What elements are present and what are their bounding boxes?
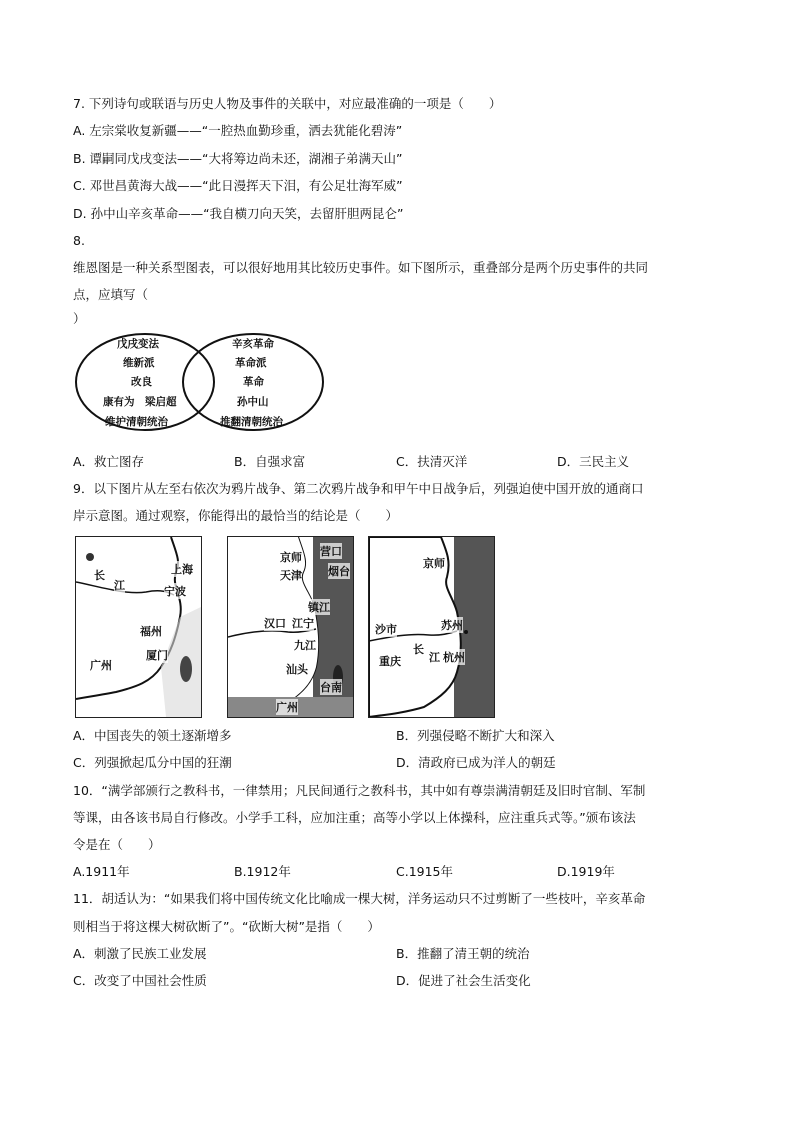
- venn-right-3: 革命: [243, 376, 264, 388]
- map1-label-xiamen: 厦门: [146, 649, 168, 662]
- q11-option-c: C．改变了中国社会性质: [73, 973, 207, 988]
- map2-label-tainan: 台南: [320, 681, 342, 694]
- map3-label-shashi: 沙市: [375, 623, 397, 636]
- q9-option-d: D．清政府已成为洋人的朝廷: [396, 755, 556, 770]
- q10-option-d: D.1919年: [557, 864, 615, 879]
- map2-label-yingkou: 营口: [320, 545, 342, 558]
- q11-stem-line1: 11．胡适认为：“如果我们将中国传统文化比喻成一棵大树，洋务运动只不过剪断了一些枝叶，辛亥革命: [73, 891, 646, 906]
- map2-label-yantai: 烟台: [328, 565, 350, 578]
- q8-stem-line2: 点，应填写（: [73, 287, 149, 302]
- map1-label-fuzhou: 福州: [140, 625, 162, 638]
- map1-label-chang: 长: [94, 569, 105, 582]
- map2-label-zhenjiang: 镇江: [308, 601, 330, 614]
- venn-right-1: 辛亥革命: [232, 338, 274, 350]
- map3-label-chang: 长: [413, 643, 424, 656]
- map3-label-jingshi: 京师: [423, 557, 445, 570]
- q10-option-c: C.1915年: [396, 864, 454, 879]
- q8-number: 8.: [73, 233, 85, 248]
- q10-stem-line2: 等课，由各该书局自行修改。小学手工科，应加注重；高等小学以上体操科，应注重兵式等。”颁布该法: [73, 810, 636, 825]
- venn-right-2: 革命派: [235, 357, 267, 369]
- map1-label-jiang: 江: [114, 579, 125, 592]
- q8-option-b: B．自强求富: [234, 454, 306, 469]
- venn-right-4: 孙中山: [237, 396, 269, 408]
- venn-left-5: 维护清朝统治: [105, 416, 168, 428]
- q8-stem-line3: ）: [73, 311, 86, 326]
- q11-option-b: B．推翻了清王朝的统治: [396, 946, 530, 961]
- map2-label-jiangning: 江宁: [292, 617, 314, 630]
- q7-option-a: A. 左宗棠收复新疆——“一腔热血勤珍重，洒去犹能化碧涛”: [73, 123, 403, 138]
- q9-option-c: C．列强掀起瓜分中国的狂潮: [73, 755, 232, 770]
- map2-label-jingshi: 京师: [280, 551, 302, 564]
- map-opium-war: [75, 536, 202, 718]
- q7-stem: 7. 下列诗句或联语与历史人物及事件的关联中，对应最准确的一项是（ ）: [73, 96, 502, 111]
- q10-option-a: A.1911年: [73, 864, 130, 879]
- venn-left-1: 戊戌变法: [117, 338, 159, 350]
- q8-option-c: C．扶清灭洋: [396, 454, 468, 469]
- map-second-opium-war: [227, 536, 354, 718]
- map3-label-chongqing: 重庆: [379, 655, 401, 668]
- map1-label-guangzhou: 广州: [90, 659, 112, 672]
- map1-label-ningbo: 宁波: [164, 585, 186, 598]
- map-sino-japanese-war: [368, 536, 495, 718]
- q11-option-d: D．促进了社会生活变化: [396, 973, 531, 988]
- venn-right-5: 推翻清朝统治: [220, 416, 283, 428]
- q8-option-d: D．三民主义: [557, 454, 630, 469]
- q9-option-a: A．中国丧失的领土逐渐增多: [73, 728, 232, 743]
- q8-stem-line1: 维恩图是一种关系型图表，可以很好地用其比较历史事件。如下图所示，重叠部分是两个历史事件的共同: [73, 260, 649, 275]
- q11-option-a: A．刺激了民族工业发展: [73, 946, 207, 961]
- map2-label-guangzhou: 广州: [276, 701, 298, 714]
- q10-stem-line3: 令是在（ ）: [73, 837, 161, 852]
- venn-left-4: 康有为 梁启超: [103, 396, 177, 408]
- q9-stem-line1: 9．以下图片从左至右依次为鸦片战争、第二次鸦片战争和甲午中日战争后，列强迫使中国开放的通商口: [73, 481, 644, 496]
- venn-diagram: [75, 332, 325, 432]
- map3-label-jiang: 江: [429, 651, 440, 664]
- venn-left-3: 改良: [131, 376, 152, 388]
- q10-option-b: B.1912年: [234, 864, 291, 879]
- map2-label-jiujiang: 九江: [294, 639, 316, 652]
- q7-option-b: B. 谭嗣同戊戌变法——“大将筹边尚未还，湖湘子弟满天山”: [73, 151, 403, 166]
- q7-option-c: C. 邓世昌黄海大战——“此日漫挥天下泪，有公足壮海军威”: [73, 178, 403, 193]
- venn-left-2: 维新派: [123, 357, 155, 369]
- q8-option-a: A．救亡图存: [73, 454, 145, 469]
- q9-stem-line2: 岸示意图。通过观察，你能得出的最恰当的结论是（ ）: [73, 508, 399, 523]
- map2-label-shantou: 汕头: [286, 663, 308, 676]
- q10-stem-line1: 10．“满学部颁行之教科书，一律禁用；凡民间通行之教科书，其中如有尊崇满清朝廷及旧时官制、军制: [73, 783, 646, 798]
- map2-label-hankou: 汉口: [264, 617, 286, 630]
- map3-label-hangzhou: 杭州: [443, 651, 465, 664]
- q7-option-d: D. 孙中山辛亥革命——“我自横刀向天笑，去留肝胆两昆仑”: [73, 206, 404, 221]
- q9-option-b: B．列强侵略不断扩大和深入: [396, 728, 555, 743]
- map2-label-tianjin: 天津: [280, 569, 302, 582]
- map3-label-suzhou: 苏州: [441, 619, 463, 632]
- map1-label-shanghai: 上海: [171, 563, 193, 576]
- q11-stem-line2: 则相当于将这棵大树砍断了”。“砍断大树”是指（ ）: [73, 919, 380, 934]
